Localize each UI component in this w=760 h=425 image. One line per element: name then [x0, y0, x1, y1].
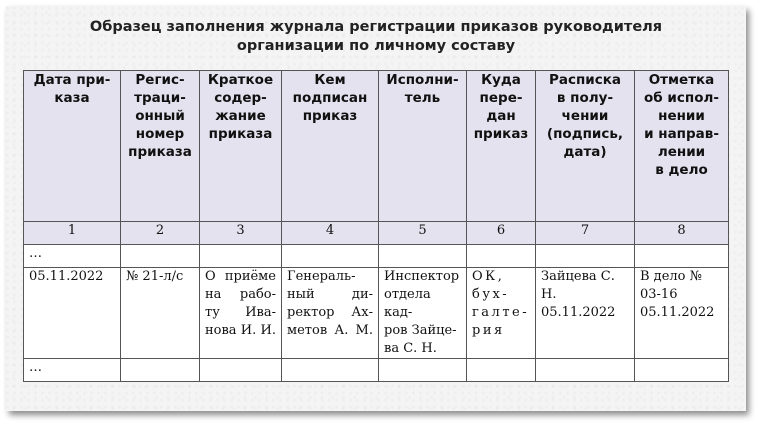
- header-row: [24, 71, 729, 222]
- header-date: Дата при- каза: [24, 71, 121, 222]
- header-summary: Краткое содер- жание приказа: [200, 71, 282, 222]
- column-number: 8: [635, 222, 729, 245]
- empty-cell: [536, 359, 635, 382]
- empty-cell: [200, 245, 282, 268]
- empty-cell: [121, 245, 200, 268]
- header-signed-by: Кем подписан приказ: [282, 71, 379, 222]
- ellipsis-row-bottom: [24, 359, 729, 382]
- header-receipt: Расписка в полу- чении (подпись, дата): [536, 71, 635, 222]
- empty-cell: [121, 359, 200, 382]
- empty-cell: [379, 245, 467, 268]
- column-number: 2: [121, 222, 200, 245]
- cell-summary: О приёме на рабо- ту Ива- нова И. И.: [200, 268, 282, 359]
- header-executor: Исполни- тель: [379, 71, 467, 222]
- table-row: [24, 268, 729, 359]
- column-number-row: [24, 222, 729, 245]
- cell-signed-by: Генераль- ный ди- ректор Ах- метов А. М.: [282, 268, 379, 359]
- cell-date: 05.11.2022: [24, 268, 121, 359]
- cell-execution-mark: В дело № 03-16 05.11.2022: [635, 268, 729, 359]
- cell-executor: Инспектор отдела кад- ров Зайце- ва С. Н.: [379, 268, 467, 359]
- title-line-2: организации по личному составу: [236, 38, 516, 54]
- title-line-1: Образец заполнения журнала регистрации приказов руководителя: [89, 19, 663, 35]
- empty-cell: [282, 245, 379, 268]
- page-title: [6, 18, 746, 56]
- column-number: 6: [467, 222, 536, 245]
- column-number: 1: [24, 222, 121, 245]
- empty-cell: [282, 359, 379, 382]
- empty-cell: [635, 359, 729, 382]
- empty-cell: [635, 245, 729, 268]
- document-card: [6, 6, 746, 411]
- empty-cell: [200, 359, 282, 382]
- empty-cell: [379, 359, 467, 382]
- header-reg-number: Регис- траци- онный номер приказа: [121, 71, 200, 222]
- header-execution-mark: Отметка об испол- нении и направ- лении в дело: [635, 71, 729, 222]
- cell-receipt: Зайцева С. Н. 05.11.2022: [536, 268, 635, 359]
- cell-sent-to: ОК, бух- галте- рия: [467, 268, 536, 359]
- column-number: 5: [379, 222, 467, 245]
- empty-cell: [536, 245, 635, 268]
- ellipsis-cell: …: [24, 245, 121, 268]
- empty-cell: [467, 359, 536, 382]
- ellipsis-cell: …: [24, 359, 121, 382]
- ellipsis-row-top: [24, 245, 729, 268]
- column-number: 4: [282, 222, 379, 245]
- header-sent-to: Куда пере- дан приказ: [467, 71, 536, 222]
- registration-journal-table: [23, 70, 729, 382]
- cell-reg-number: № 21-л/с: [121, 268, 200, 359]
- column-number: 3: [200, 222, 282, 245]
- column-number: 7: [536, 222, 635, 245]
- empty-cell: [467, 245, 536, 268]
